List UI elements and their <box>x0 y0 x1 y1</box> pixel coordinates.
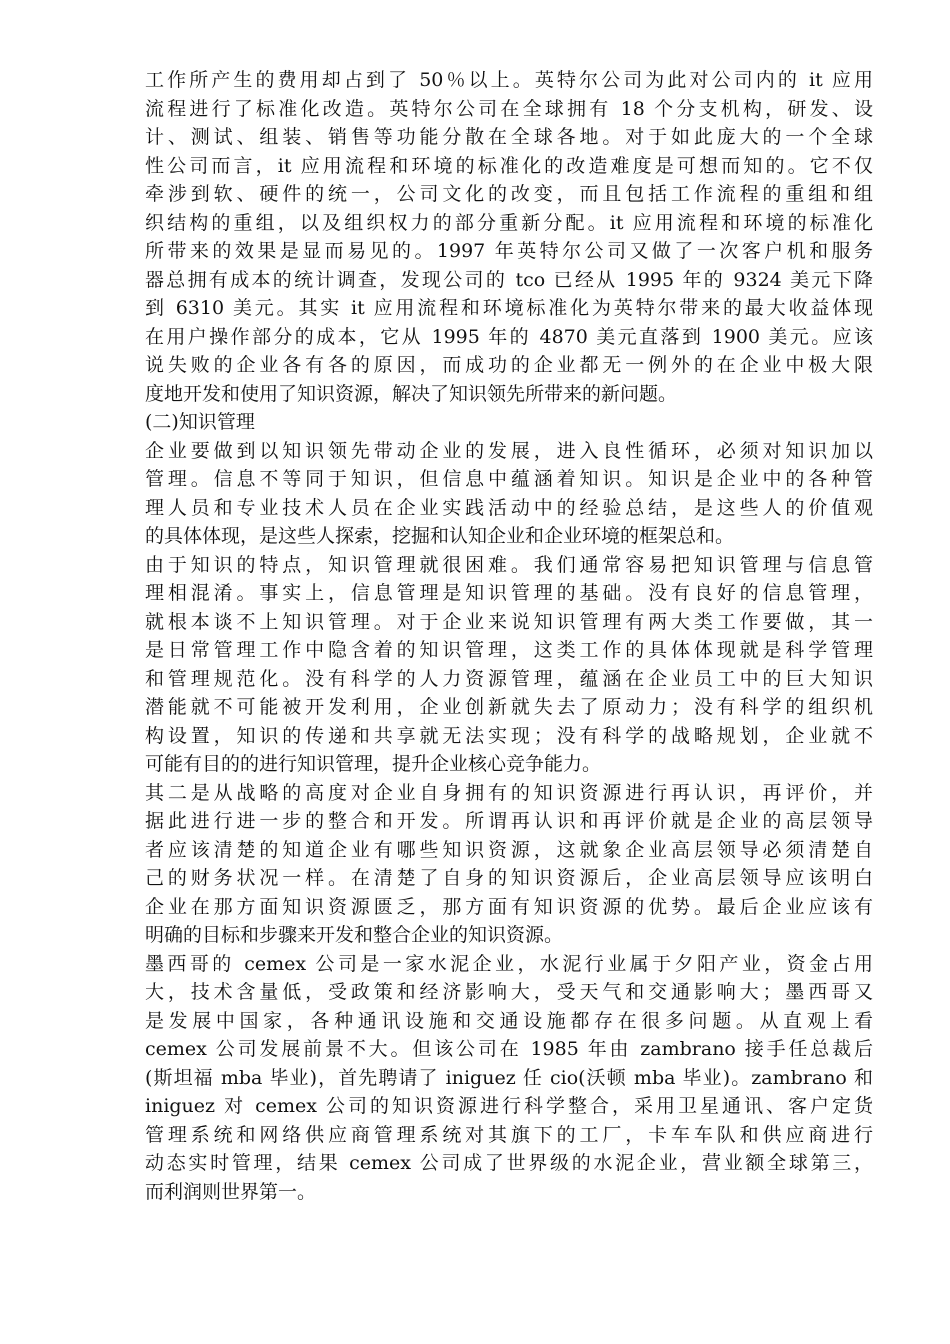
text-line: 据此进行进一步的整合和开发。所谓再认识和再评价就是企业的高层领导 <box>145 810 873 832</box>
text-line: 就根本谈不上知识管理。对于企业来说知识管理有两大类工作要做，其一 <box>145 610 873 633</box>
paragraph-intel-standardization <box>145 66 873 408</box>
text-line: 而利润则世界第一。 <box>145 1180 317 1203</box>
text-line: 企业在那方面知识资源匮乏，那方面有知识资源的优势。最后企业应该有 <box>145 895 873 918</box>
text-line: 工作所产生的费用却占到了 50％以上。英特尔公司为此对公司内的 it 应用 <box>145 69 873 91</box>
text-line: 性公司而言，it 应用流程和环境的标准化的改造难度是可想而知的。它不仅 <box>145 154 873 177</box>
text-line: 是日常管理工作中隐含着的知识管理，这类工作的具体体现就是科学管理 <box>145 639 873 661</box>
text-line: 流程进行了标准化改造。英特尔公司在全球拥有 18 个分支机构，研发、设 <box>145 97 873 120</box>
text-line: 到 6310 美元。其实 it 应用流程和环境标准化为英特尔带来的最大收益体现 <box>145 297 873 319</box>
text-line: 的具体体现，是这些人探索，挖掘和认知企业和企业环境的框架总和。 <box>145 525 735 547</box>
text-line: 理人员和专业技术人员在企业实践活动中的经验总结，是这些人的价值观 <box>145 496 873 519</box>
text-line: 大，技术含量低，受政策和经济影响大，受天气和交通影响大；墨西哥又 <box>145 981 873 1003</box>
text-line: 牵涉到软、硬件的统一，公司文化的改变，而且包括工作流程的重组和组 <box>145 183 873 205</box>
text-line: 理相混淆。事实上，信息管理是知识管理的基础。没有良好的信息管理， <box>145 582 873 604</box>
text-line: 和管理规范化。没有科学的人力资源管理，蕴涵在企业员工中的巨大知识 <box>145 667 873 690</box>
text-line: 计、测试、组装、销售等功能分散在全球各地。对于如此庞大的一个全球 <box>145 126 873 148</box>
section-heading-knowledge-management <box>145 408 873 437</box>
paragraph-knowledge-difficulty <box>145 551 873 779</box>
text-line: 所带来的效果是显而易见的。1997 年英特尔公司又做了一次客户机和服务 <box>145 240 873 262</box>
text-line: 器总拥有成本的统计调查，发现公司的 tco 已经从 1995 年的 9324 美元下降 <box>145 268 873 291</box>
text-line: 者应该清楚的知道企业有哪些知识资源，这就象企业高层领导必须清楚自 <box>145 838 873 861</box>
paragraph-knowledge-definition <box>145 437 873 551</box>
text-line: 管理。信息不等同于知识，但信息中蕴涵着知识。知识是企业中的各种管 <box>145 468 873 490</box>
text-line: 可能有目的的进行知识管理，提升企业核心竞争能力。 <box>145 753 602 775</box>
text-line: 织结构的重组，以及组织权力的部分重新分配。it 应用流程和环境的标准化 <box>145 211 873 234</box>
text-line: 墨西哥的 cemex 公司是一家水泥企业，水泥行业属于夕阳产业，资金占用 <box>145 952 873 975</box>
text-line: 说失败的企业各有各的原因，而成功的企业都无一例外的在企业中极大限 <box>145 354 873 376</box>
section-heading: (二)知识管理 <box>145 411 255 433</box>
paragraph-strategic-knowledge <box>145 779 873 950</box>
text-line: 潜能就不可能被开发利用，企业创新就失去了原动力；没有科学的组织机 <box>145 696 873 718</box>
text-line: 构设置，知识的传递和共享就无法实现；没有科学的战略规划，企业就不 <box>145 724 873 747</box>
text-line: 明确的目标和步骤来开发和整合企业的知识资源。 <box>145 924 564 946</box>
text-line: 在用户操作部分的成本，它从 1995 年的 4870 美元直落到 1900 美元。应该 <box>145 325 873 348</box>
text-line: 度地开发和使用了知识资源，解决了知识领先所带来的新问题。 <box>145 382 678 405</box>
text-line: 动态实时管理，结果 cemex 公司成了世界级的水泥企业，营业额全球第三， <box>145 1152 873 1174</box>
paragraph-cemex-case <box>145 950 873 1207</box>
text-line: 由于知识的特点，知识管理就很困难。我们通常容易把知识管理与信息管 <box>145 553 873 576</box>
text-line: 企业要做到以知识领先带动企业的发展，进入良性循环，必须对知识加以 <box>145 439 873 462</box>
text-line: 管理系统和网络供应商管理系统对其旗下的工厂，卡车车队和供应商进行 <box>145 1123 873 1146</box>
text-line: iniguez 对 cemex 公司的知识资源进行科学整合，采用卫星通讯、客户定货 <box>145 1095 873 1117</box>
document-body <box>145 66 873 1206</box>
text-line: 己的财务状况一样。在清楚了自身的知识资源后，企业高层领导应该明白 <box>145 867 873 889</box>
text-line: 其二是从战略的高度对企业自身拥有的知识资源进行再认识，再评价，并 <box>145 781 873 804</box>
text-line: cemex 公司发展前景不大。但该公司在 1985 年由 zambrano 接手任总裁后 <box>145 1038 873 1060</box>
text-line: 是发展中国家，各种通讯设施和交通设施都存在很多问题。从直观上看 <box>145 1009 873 1032</box>
text-line: (斯坦福 mba 毕业)，首先聘请了 iniguez 任 cio(沃顿 mba 毕业)。zambrano 和 <box>145 1066 873 1089</box>
